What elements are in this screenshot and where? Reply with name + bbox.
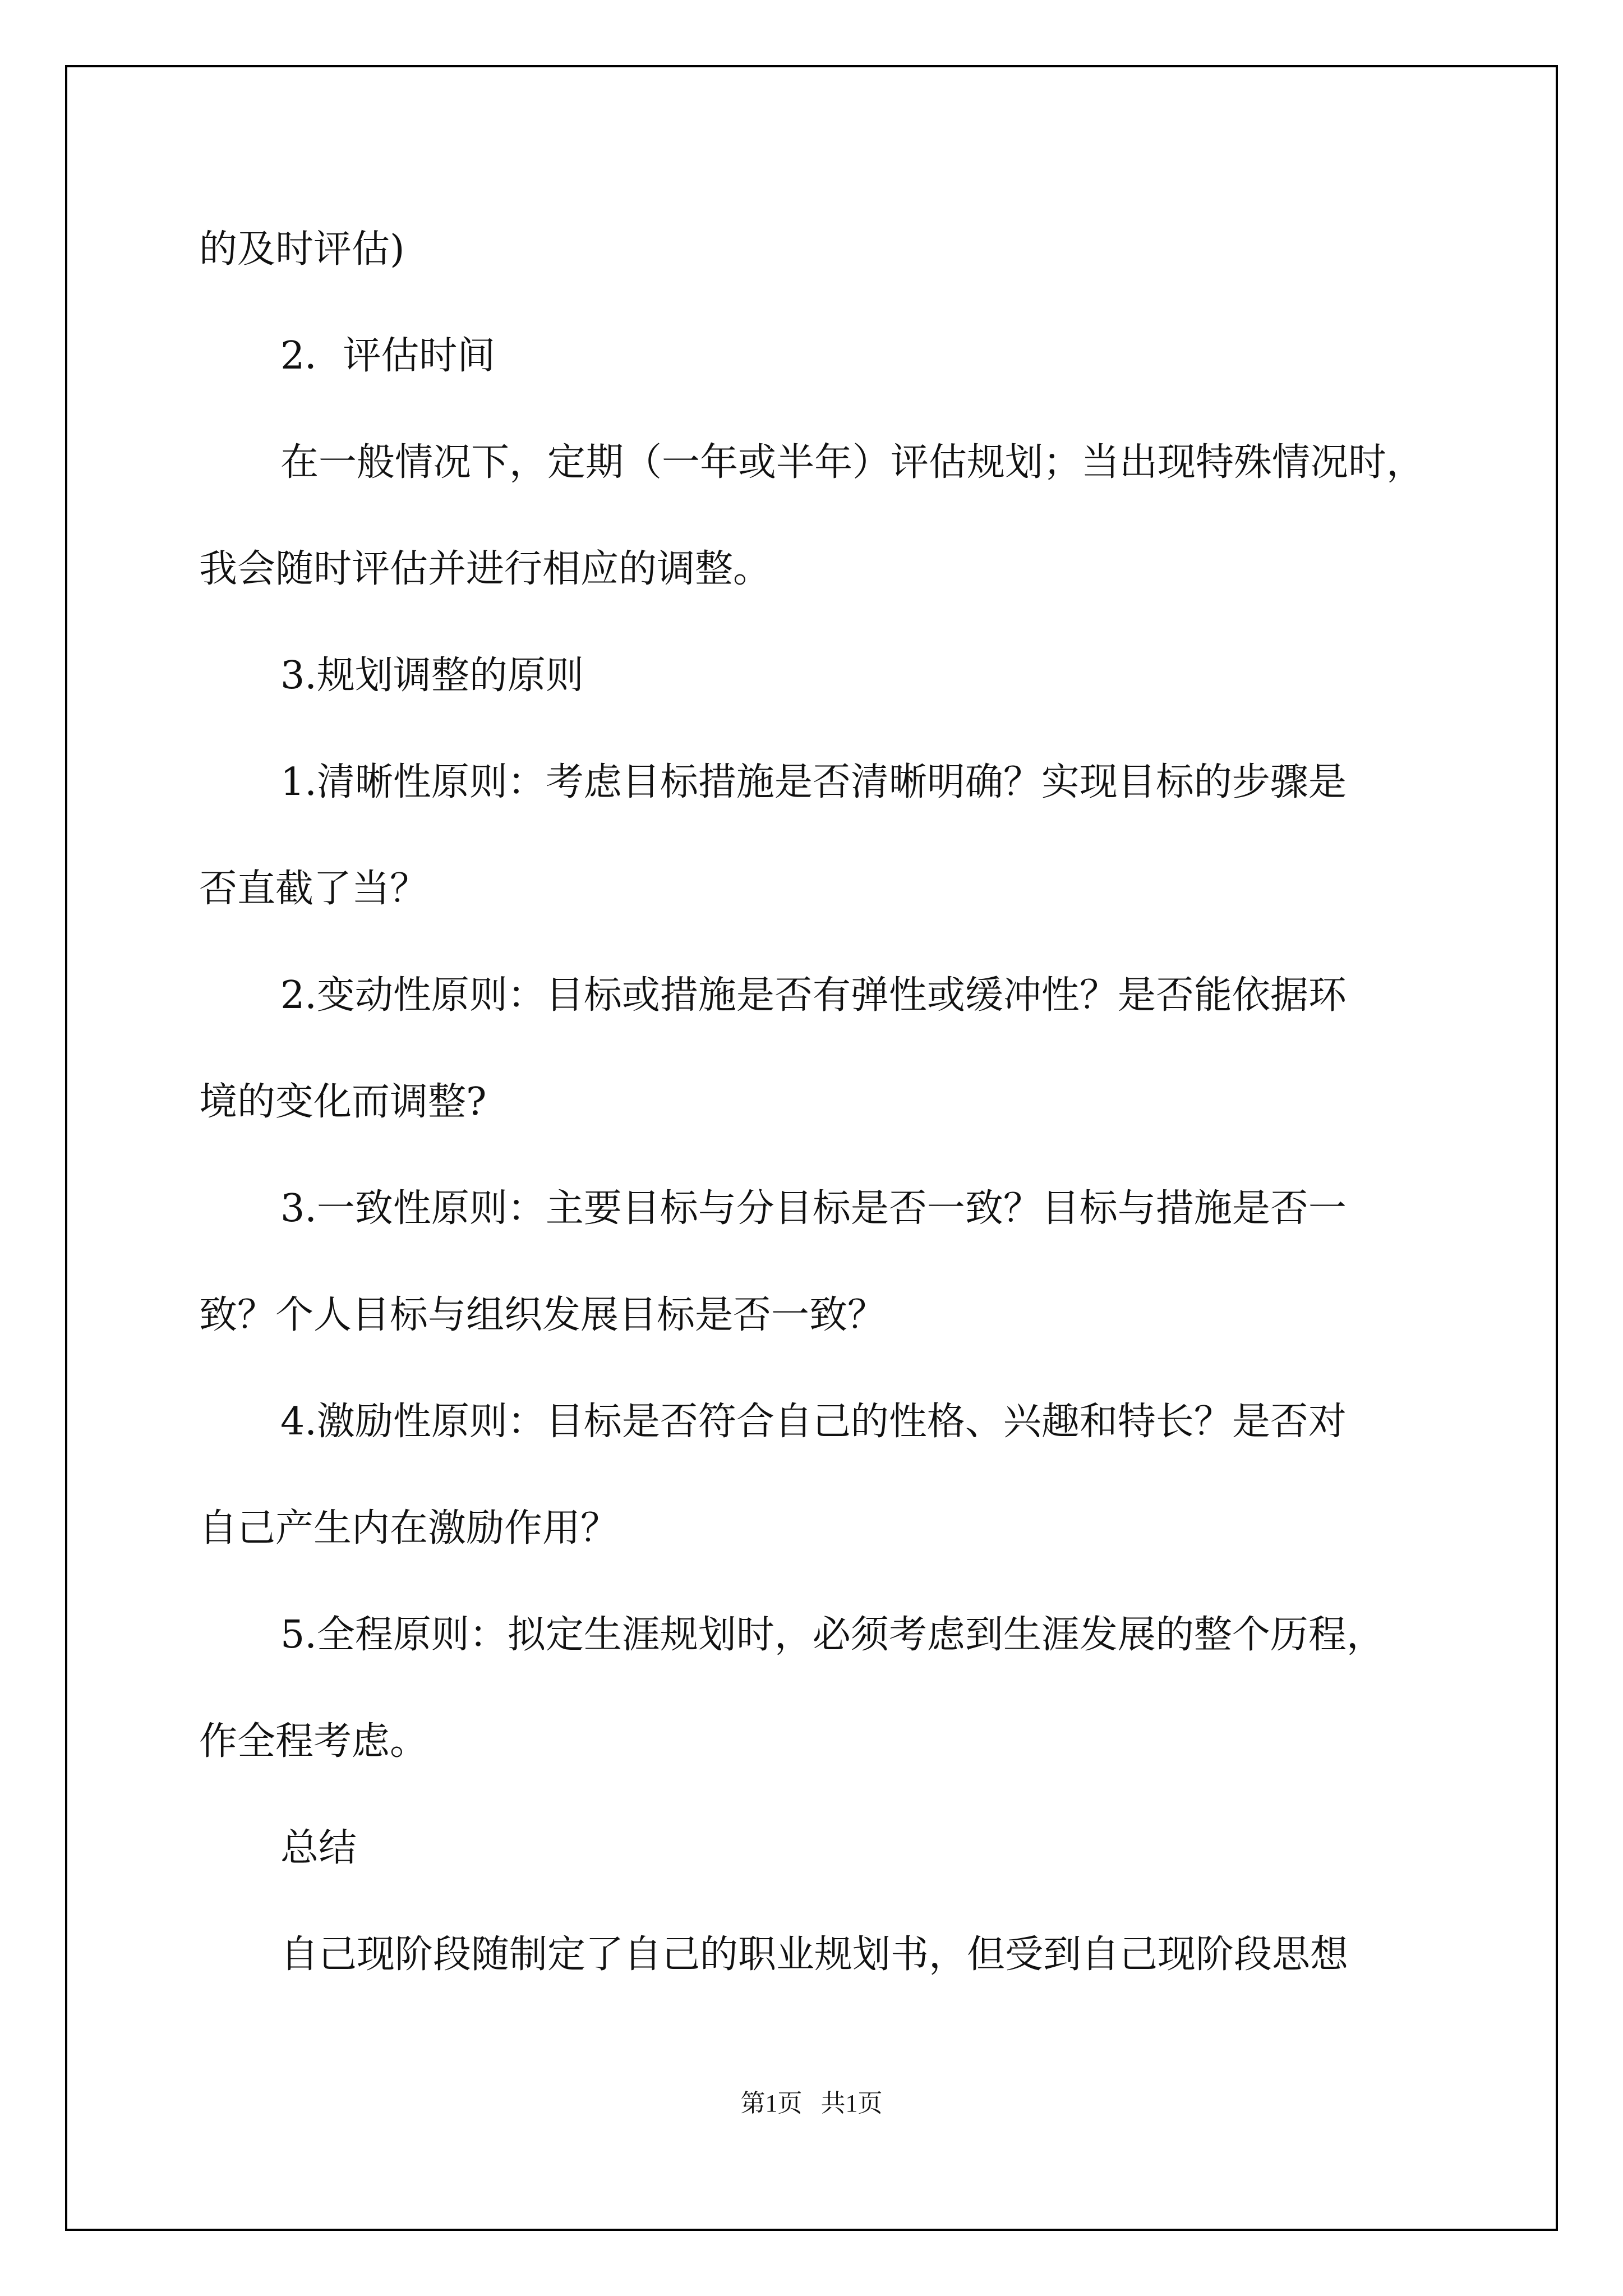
text-line-17: 自己现阶段随制定了自己的职业规划书，但受到自己现阶段思想	[280, 1932, 1349, 1977]
text-line-8: 2.变动性原则：目标或措施是否有弹性或缓冲性？是否能依据环	[280, 973, 1347, 1018]
page-border	[65, 65, 1558, 2231]
page-footer: 第1页 共1页	[740, 2090, 883, 2117]
text-line-4: 我会随时评估并进行相应的调整。	[199, 547, 772, 591]
section-heading: 3.规划调整的原则	[280, 654, 584, 698]
text-line-9: 境的变化而调整?	[199, 1080, 487, 1124]
text-line-6: 1.清晰性原则：考虑目标措施是否清晰明确？实现目标的步骤是	[280, 760, 1347, 804]
summary-heading: 总结	[280, 1826, 357, 1870]
text-line-15: 作全程考虑。	[199, 1719, 428, 1764]
text-line-3: 在一般情况下，定期（一年或半年）评估规划；当出现特殊情况时，	[280, 440, 1425, 485]
text-line-12: 4.激励性原则：目标是否符合自己的性格、兴趣和特长？是否对	[280, 1400, 1347, 1444]
text-line-7: 否直截了当？	[199, 867, 428, 911]
text-line-13: 自己产生内在激励作用？	[199, 1506, 619, 1550]
text-line-2: 2．评估时间	[280, 334, 496, 378]
text-line-11: 致？个人目标与组织发展目标是否一致？	[199, 1293, 886, 1337]
text-line-10: 3.一致性原则：主要目标与分目标是否一致？目标与措施是否一	[280, 1186, 1347, 1231]
text-line-1: 的及时评估)	[199, 227, 405, 272]
text-line-14: 5.全程原则：拟定生涯规划时，必须考虑到生涯发展的整个历程，	[280, 1613, 1385, 1657]
